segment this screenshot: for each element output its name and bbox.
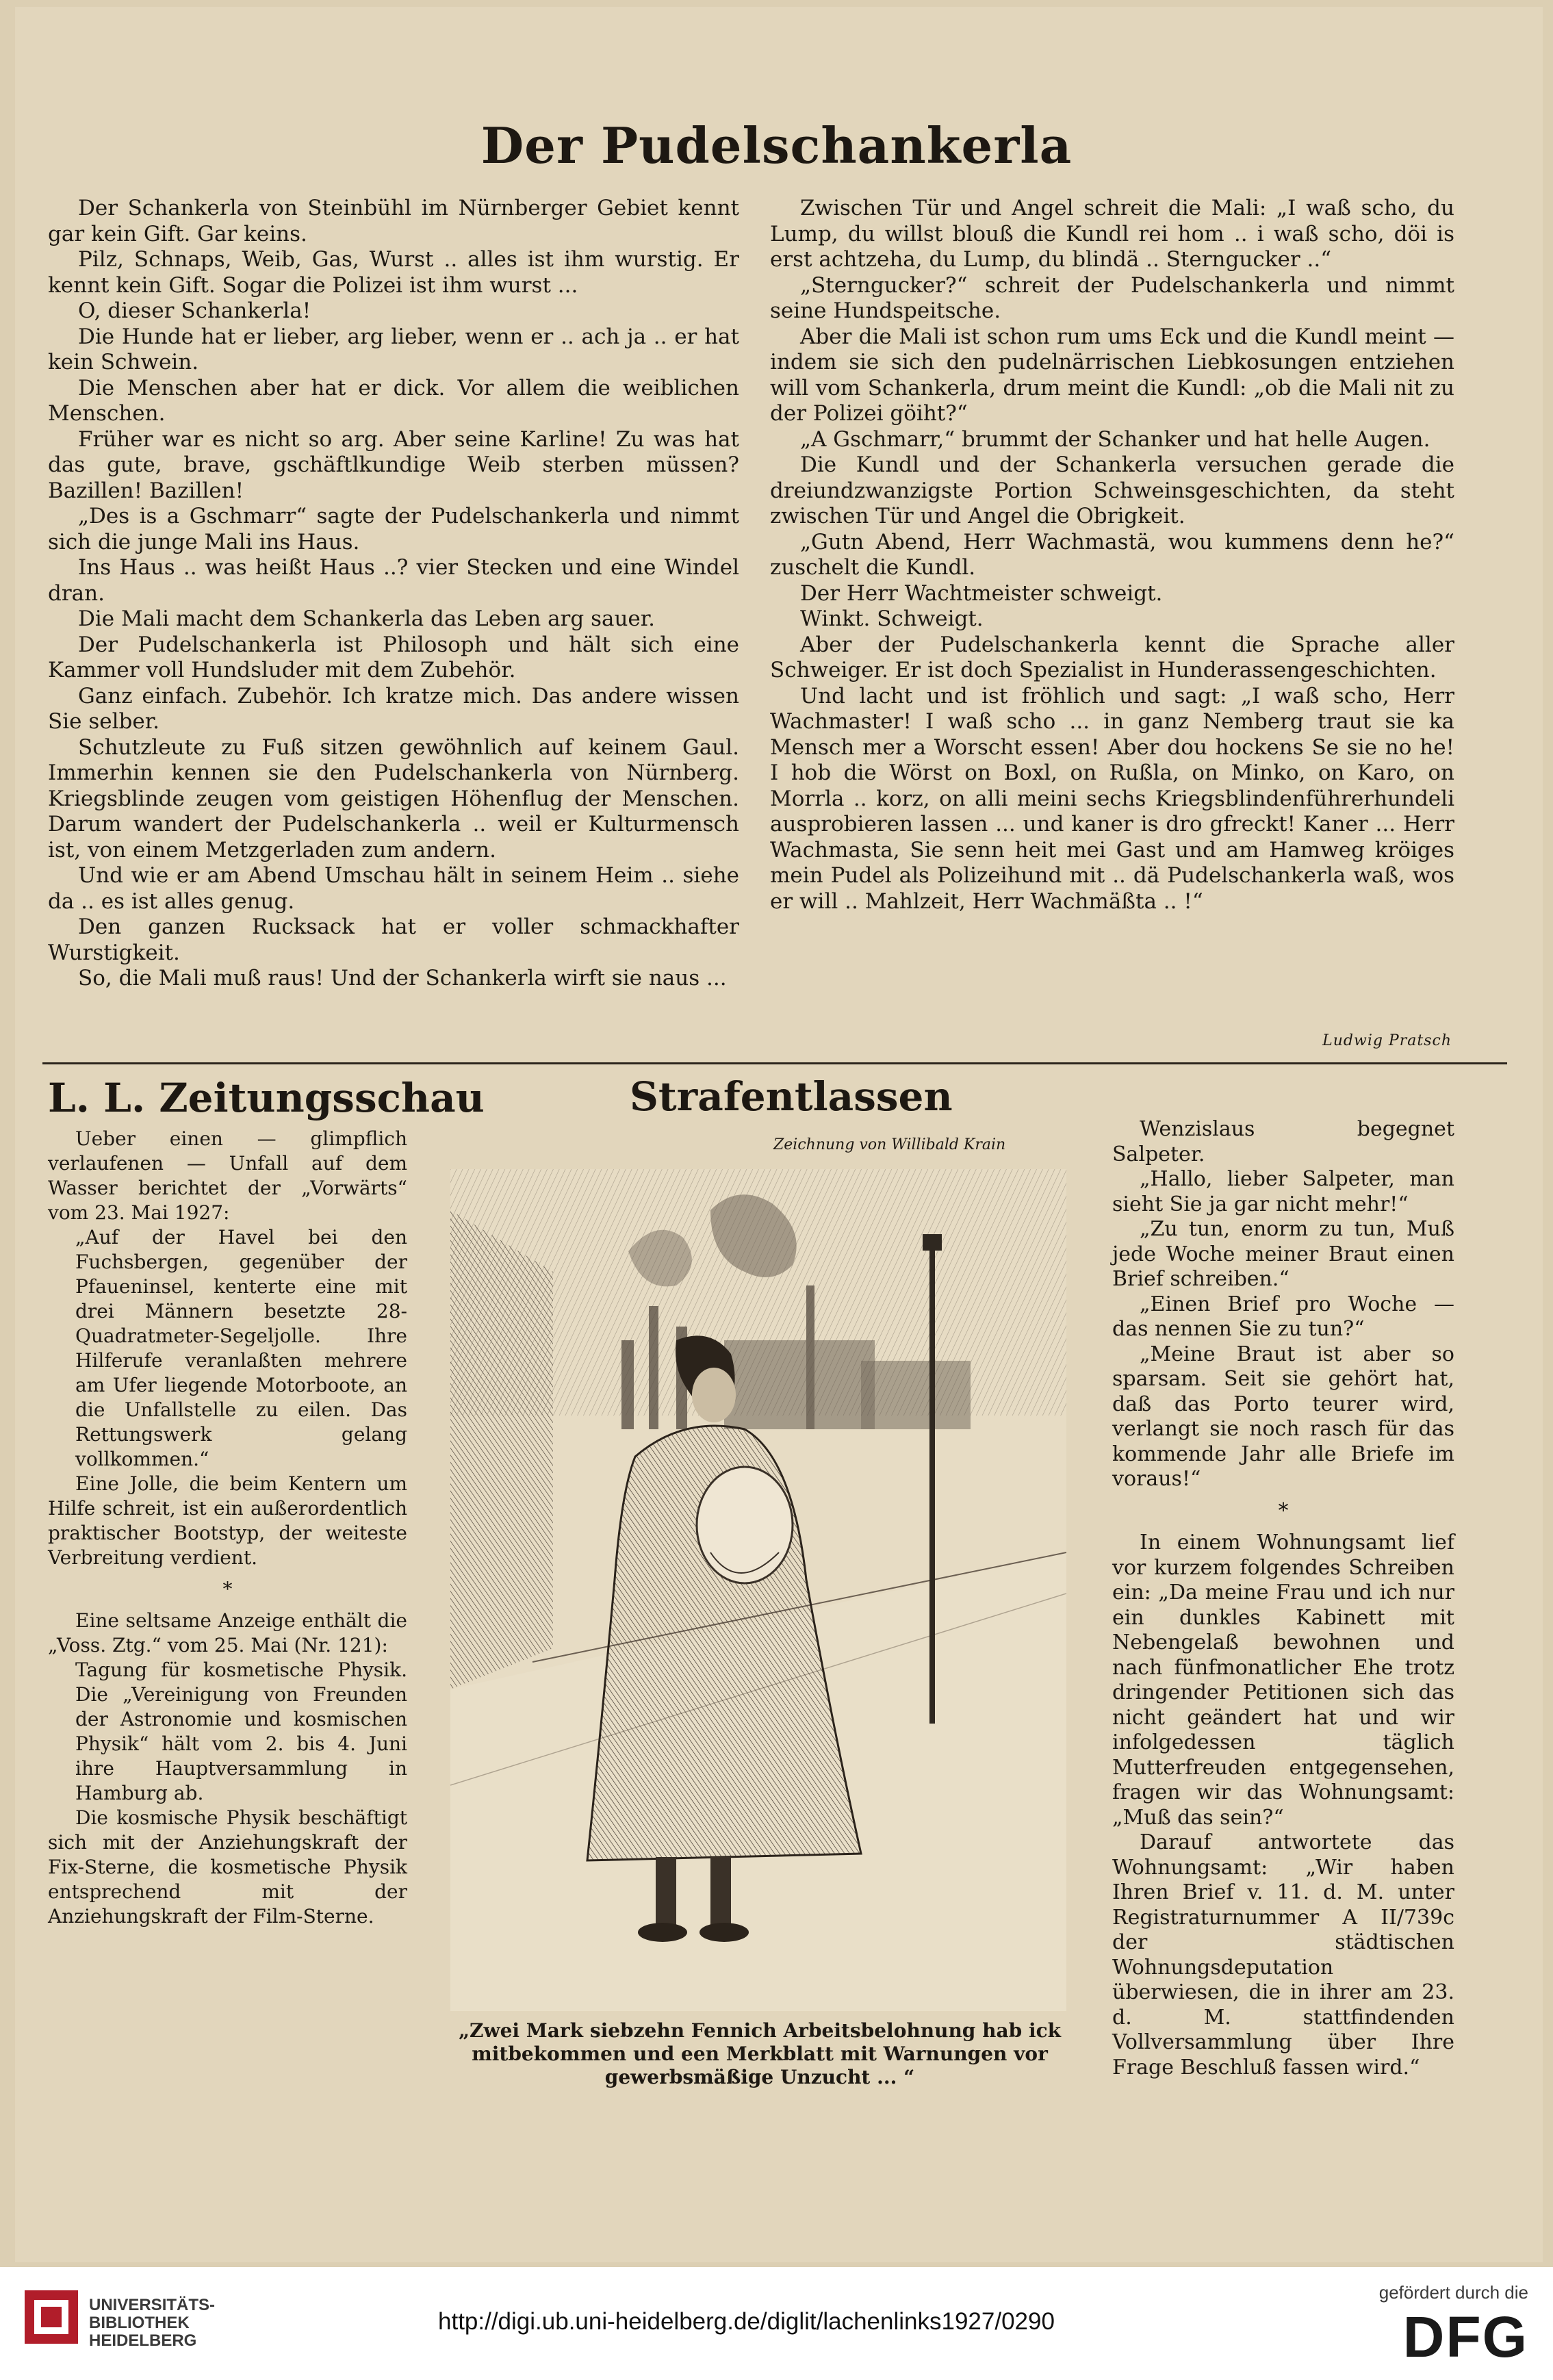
zeitungsschau-paragraph: Eine seltsame Anzeige enthält die „Voss. Ztg.“ vom 25. Mai (Nr. 121): — [48, 1609, 407, 1656]
zeitungsschau-paragraph: Eine Jolle, die beim Kentern um Hilfe schreit, ist ein außerordentlich praktischer Bootstyp, der weiteste Verbreitung verdient. — [48, 1472, 407, 1569]
section-star: * — [1278, 1498, 1289, 1523]
article-paragraph: Winkt. Schweigt. — [800, 606, 984, 631]
article-paragraph: So, die Mali muß raus! Und der Schankerla wirft sie naus ... — [78, 966, 727, 990]
illustration-woman-with-child — [450, 1169, 1066, 2011]
joke-paragraph: „Einen Brief pro Woche — das nennen Sie zu tun?“ — [1112, 1292, 1454, 1341]
article-paragraph: Und wie er am Abend Umschau hält in seinem Heim .. siehe da .. es ist alles genug. — [48, 863, 739, 914]
article-paragraph: Aber die Mali ist schon rum ums Eck und die Kundl meint — indem sie sich den pudelnärrischen Liebkosungen entziehen will vom Schankerla, drum meint die Kundl: „ob die Mali nit zu der Polizei göiht?“ — [770, 324, 1454, 426]
joke-paragraph: Wenzislaus begegnet Salpeter. — [1112, 1117, 1454, 1166]
zeitungsschau-quote: Tagung für kosmetische Physik. Die „Vereinigung von Freunden der Astronomie und kosmischen Physik“ hält vom 2. bis 4. Juni ihre Hauptversammlung in Hamburg ab. — [75, 1659, 407, 1804]
dfg-logo[interactable]: DFG — [1402, 2305, 1528, 2369]
zeitungsschau-quote: „Auf der Havel bei den Fuchsbergen, gegenüber der Pfaueninsel, kenterte eine mit drei Männern besetzte 28-Quadratmeter-Segeljolle. Ihre Hilferufe veranlaßten mehrere am Ufer liegende Motorboote, an die Unfallstelle zu eilen. Das Rettungswerk gelang vollkommen.“ — [75, 1226, 407, 1470]
funding-note: gefördert durch die — [1378, 2282, 1528, 2303]
article-title: Der Pudelschankerla — [480, 116, 1073, 175]
article-paragraph: Aber der Pudelschankerla kennt die Sprache aller Schweiger. Er ist doch Spezialist in Hunderassengeschichten. — [770, 632, 1454, 682]
article-paragraph: Die Menschen aber hat er dick. Vor allem die weiblichen Menschen. — [48, 375, 739, 426]
university-name-line: UNIVERSITÄTS- — [89, 2296, 216, 2314]
permalink-url[interactable]: http://digi.ub.uni-heidelberg.de/diglit/lachenlinks1927/0290 — [438, 2308, 1055, 2335]
article-paragraph: Schutzleute zu Fuß sitzen gewöhnlich auf keinem Gaul. Immerhin kennen sie den Pudelschankerla von Nürnberg. Kriegsblinde zeugen vom geistigen Höhenflug der Menschen. Darum wandert der Pudelschankerla .. weil er Kulturmensch ist, von einem Metzgerladen zum andern. — [48, 734, 739, 862]
article-paragraph: Zwischen Tür und Angel schreit die Mali: „I waß scho, du Lump, du willst blouß die Kundl rei hom .. i waß scho, döi is erst achtzeha, du Lump, du blindä .. Sterngucker ..“ — [770, 196, 1454, 272]
article-paragraph: Die Kundl und der Schankerla versuchen gerade die dreiundzwanzigste Portion Schweinsgeschichten, da steht zwischen Tür und Angel die Obrigkeit. — [770, 452, 1454, 528]
zeitungsschau-title: L. L. Zeitungsschau — [48, 1075, 485, 1121]
article-paragraph: Der Schankerla von Steinbühl im Nürnberger Gebiet kennt gar kein Gift. Gar keins. — [48, 196, 739, 246]
article-paragraph: Der Herr Wachtmeister schweigt. — [800, 580, 1163, 606]
illustration-credit: Zeichnung von Willibald Krain — [773, 1136, 1006, 1153]
university-name[interactable] — [89, 2296, 215, 2350]
zeitungsschau-paragraph: Die kosmische Physik beschäftigt sich mit der Anziehungskraft der Fix-Sterne, die kosmetische Physik entsprechend mit der Anziehungskraft der Film-Sterne. — [48, 1806, 407, 1928]
illustration-caption: „Zwei Mark siebzehn Fennich Arbeitsbelohnung hab ick mitbekommen und een Merkblatt mit Warnungen vor gewerbsmäßige Unzucht ... “ — [458, 2019, 1062, 2088]
article-paragraph: O, dieser Schankerla! — [78, 298, 311, 323]
article-paragraph: Und lacht und ist fröhlich und sagt: „I waß scho, Herr Wachmaster! I waß scho ... in ganz Nemberg traut sie ka Mensch mer a Worscht essen! Aber dou hockens Se sie no he! I hob die Wörst on Boxl, on Rußla, on Minko, on Karo, on Morrla .. korz, on alli meini sechs Kriegsblindenführerhundeli ausprobieren lassen ... und kaner is dro gfreckt! Kaner ... Herr Wachmasta, Sie senn heit mei Gast und am Hamweg kröiges mein Pudel als Polizeihund mit .. dä Pudelschankerla waß, wos er will .. Mahlzeit, Herr Wachmäßta .. !“ — [770, 683, 1454, 914]
section-star: * — [222, 1578, 233, 1600]
strafentlassen-title: Strafentlassen — [630, 1073, 953, 1120]
zeitungsschau-paragraph: Ueber einen — glimpflich verlaufenen — Unfall auf dem Wasser berichtet der „Vorwärts“ vom 23. Mai 1927: — [48, 1127, 407, 1224]
article-paragraph: Früher war es nicht so arg. Aber seine Karline! Zu was hat das gute, brave, gschäftlkundige Weib sterben müssen? Bazillen! Bazillen! — [48, 426, 739, 503]
article-paragraph: Die Hunde hat er lieber, arg lieber, wenn er .. ach ja .. er hat kein Schwein. — [48, 324, 739, 374]
university-name-line: BIBLIOTHEK — [89, 2314, 190, 2332]
article-paragraph: „A Gschmarr,“ brummt der Schanker und hat helle Augen. — [800, 426, 1430, 452]
joke-paragraph: Darauf antwortete das Wohnungsamt: „Wir haben Ihren Brief v. 11. d. M. unter Registraturnummer A II/739c der städtischen Wohnungsdeputation überwiesen, die in ihrer am 23. d. M. stattfindenden Vollversammlung über Ihre Frage Beschluß fassen wird.“ — [1112, 1830, 1454, 2080]
article-paragraph: Ganz einfach. Zubehör. Ich kratze mich. Das andere wissen Sie selber. — [48, 683, 739, 734]
article-right-column — [770, 196, 1454, 914]
section-divider — [42, 1062, 1507, 1064]
article-paragraph: „Des is a Gschmarr“ sagte der Pudelschankerla und nimmt sich die junge Mali ins Haus. — [48, 504, 739, 554]
article-paragraph: Pilz, Schnaps, Weib, Gas, Wurst .. alles ist ihm wurstig. Er kennt kein Gift. Sogar die Polizei ist ihm wurst ... — [48, 247, 739, 298]
university-name-line: HEIDELBERG — [89, 2331, 197, 2350]
article-paragraph: „Gutn Abend, Herr Wachmastä, wou kummens denn he?“ zuschelt die Kundl. — [770, 529, 1454, 580]
article-paragraph: Die Mali macht dem Schankerla das Leben arg sauer. — [78, 606, 656, 631]
author-signature: Ludwig Pratsch — [1322, 1032, 1452, 1049]
article-paragraph: „Sterngucker?“ schreit der Pudelschankerla und nimmt seine Hundspeitsche. — [770, 272, 1454, 323]
article-paragraph: Ins Haus .. was heißt Haus ..? vier Stecken und eine Windel dran. — [48, 555, 739, 606]
joke-paragraph: „Zu tun, enorm zu tun, Muß jede Woche meiner Braut einen Brief schreiben.“ — [1112, 1217, 1454, 1291]
zeitungsschau-column — [48, 1127, 407, 1929]
joke-paragraph: „Hallo, lieber Salpeter, man sieht Sie ja gar nicht mehr!“ — [1112, 1167, 1454, 1216]
joke-paragraph: „Meine Braut ist aber so sparsam. Seit sie gehört hat, daß das Porto teurer wird, verlangt sie noch rasch für das kommende Jahr alle Briefe im voraus!“ — [1112, 1342, 1454, 1491]
joke-paragraph: In einem Wohnungsamt lief vor kurzem folgendes Schreiben ein: „Da meine Frau und ich nur ein dunkles Kabinett mit Nebengelaß bewohnen und nach fünfmonatlicher Ehe trotz dringender Petitionen sich das nicht geändert hat und wir infolgedessen täglich Mutterfreuden entgegensehen, fragen wir das Wohnungsamt: „Muß das sein?“ — [1112, 1531, 1454, 1830]
article-paragraph: Den ganzen Rucksack hat er voller schmackhafter Wurstigkeit. — [48, 914, 739, 965]
university-logo-icon[interactable] — [21, 2286, 82, 2348]
article-paragraph: Der Pudelschankerla ist Philosoph und hält sich eine Kammer voll Hundsluder mit dem Zubehör. — [48, 632, 739, 682]
article-left-column — [48, 196, 739, 992]
jokes-column — [1112, 1117, 1454, 2080]
